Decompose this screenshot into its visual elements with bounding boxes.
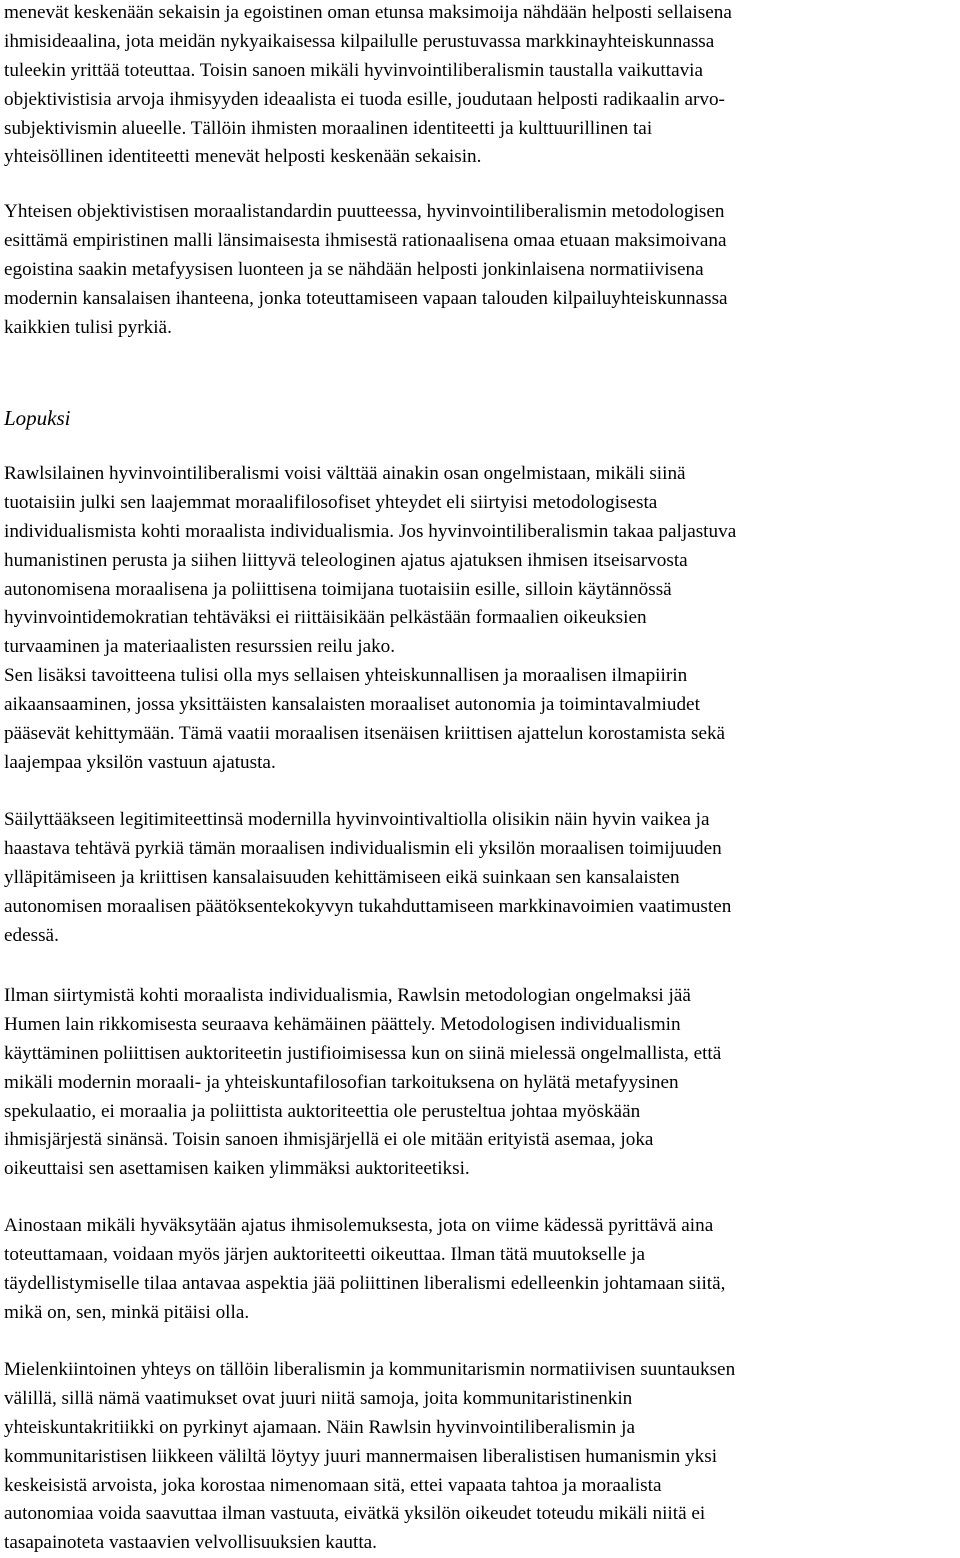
text-line: tuotaisiin julki sen laajemmat moraalifilosofiset yhteydet eli siirtyisi metodologisesta — [4, 491, 658, 513]
text-line: Yhteisen objektivistisen moraalistandardin puutteessa, hyvinvointiliberalismin metodologisen — [4, 201, 725, 222]
text-line: kommunitaristisen liikkeen väliltä löytyy juuri mannermaisen liberalistisen humanismin yksi — [4, 1445, 718, 1467]
paragraph-5 — [4, 982, 721, 1184]
text-line: hyvinvointidemokratian tehtäväksi ei riittäisikään pelkästään formaalien oikeuksien — [4, 607, 647, 629]
text-line: ylläpitämiseen ja kriittisen kansalaisuuden kehittämiseen eikä suinkaan sen kansalaisten — [4, 866, 680, 888]
text-line: autonomisena moraalisena ja poliittisena toimijana tuotaisiin esille, silloin käytännössä — [4, 578, 672, 600]
text-line: Humen lain rikkomisesta seuraava kehämäinen päättely. Metodologisen individualismin — [4, 1013, 681, 1035]
text-line: modernin kansalaisen ihanteena, jonka toteuttamiseen vapaan talouden kilpailuyhteiskunnassa — [4, 287, 728, 309]
text-line: turvaaminen ja materiaalisten resurssien reilu jako. — [4, 636, 396, 658]
text-line: välillä, sillä nämä vaatimukset ovat juuri niitä samoja, joita kommunitaristinenkin — [4, 1387, 633, 1409]
text-line: Ainostaan mikäli hyväksytään ajatus ihmisolemuksesta, jota on viime kädessä pyrittävä aina — [4, 1215, 714, 1236]
text-line: aikaansaaminen, jossa yksittäisten kansalaisten moraaliset autonomia ja toimintavalmiudet — [4, 694, 700, 716]
text-line: laajempaa yksilön vastuun ajatusta. — [4, 751, 276, 773]
section-heading — [4, 404, 71, 433]
text-line: autonomisen moraalisen päätöksentekokyvyn tukahduttamiseen markkinavoimien vaatimusten — [4, 895, 732, 917]
text-line: keskeisistä arvoista, joka korostaa nimenomaan sitä, ettei vapaata tahtoa ja moraalista — [4, 1474, 662, 1496]
text-line: yhteisöllinen identiteetti menevät helposti keskenään sekaisin. — [4, 146, 482, 168]
paragraph-1 — [4, 0, 732, 172]
text-line: mikäli modernin moraali- ja yhteiskuntafilosofian tarkoituksena on hylätä metafyysinen — [4, 1071, 679, 1093]
paragraph-3 — [4, 460, 736, 778]
text-line: täydellistymiselle tilaa antavaa aspektia jää poliittinen liberalismi edelleenkin johtamaan siitä, — [4, 1272, 726, 1294]
text-line: edessä. — [4, 924, 59, 946]
text-line: tuleekin yrittää toteuttaa. Toisin sanoen mikäli hyvinvointiliberalismin taustalla vaikuttavia — [4, 59, 704, 81]
text-line: yhteiskuntakritiikki on pyrkinyt ajamaan. Näin Rawlsin hyvinvointiliberalismin ja — [4, 1416, 635, 1438]
text-line: subjektivismin alueelle. Tällöin ihmisten moraalinen identiteetti ja kulttuurillinen tai — [4, 117, 653, 139]
text-line: esittämä empiristinen malli länsimaisesta ihmisestä rationaalisena omaa etuaan maksimoivana — [4, 229, 727, 251]
text-line: mikä on, sen, minkä pitäisi olla. — [4, 1301, 250, 1323]
text-line: spekulaatio, ei moraalia ja poliittista auktoriteettia ole perusteltua johtaa myöskään — [4, 1100, 641, 1122]
text-line: toteuttamaan, voidaan myös järjen auktoriteetti oikeuttaa. Ilman tätä muutokselle ja — [4, 1243, 645, 1265]
text-line: individualismista kohti moraalista individualismia. Jos hyvinvointiliberalismin takaa paljastuva — [4, 520, 737, 542]
text-line: autonomiaa voida saavuttaa ilman vastuuta, eivätkä yksilön oikeudet toteudu mikäli niitä ei — [4, 1503, 706, 1525]
text-line: käyttäminen poliittisen auktoriteetin justifioimisessa kun on siinä mielessä ongelmallista, että — [4, 1042, 722, 1064]
text-line: pääsevät kehittymään. Tämä vaatii moraalisen itsenäisen kriittisen ajattelun korostamista sekä — [4, 723, 726, 745]
text-line: oikeuttaisi sen asettamisen kaiken ylimmäksi auktoriteetiksi. — [4, 1158, 470, 1180]
paragraph-2 — [4, 198, 728, 342]
text-line: Sen lisäksi tavoitteena tulisi olla mys sellaisen yhteiskunnallisen ja moraalisen ilmapiirin — [4, 665, 688, 687]
text-line: ihmisideaalina, jota meidän nykyaikaisessa kilpailulle perustuvassa markkinayhteiskunnassa — [4, 30, 715, 52]
text-line: Rawlsilainen hyvinvointiliberalismi voisi välttää ainakin osan ongelmistaan, mikäli siinä — [4, 463, 686, 484]
text-line: menevät keskenään sekaisin ja egoistinen oman etunsa maksimoija nähdään helposti sellaisena — [4, 2, 732, 23]
text-line: haastava tehtävä pyrkiä tämän moraalisen individualismin eli yksilön moraalisen toimijuuden — [4, 837, 722, 859]
heading-text: Lopuksi — [4, 406, 71, 430]
text-line: egoistina saakin metafyysisen luonteen ja se nähdään helposti jonkinlaisena normatiivisena — [4, 258, 704, 280]
paragraph-7 — [4, 1356, 735, 1558]
text-line: Mielenkiintoinen yhteys on tällöin liberalismin ja kommunitarismin normatiivisen suuntauksen — [4, 1359, 736, 1380]
text-line: tasapainoteta vastaavien velvollisuuksien kautta. — [4, 1532, 377, 1554]
text-line: Säilyttääkseen legitimiteettinsä modernilla hyvinvointivaltiolla olisikin näin hyvin vaikea ja — [4, 809, 710, 830]
text-line: objektivistisia arvoja ihmisyyden ideaalista ei tuoda esille, joudutaan helposti radikaalin arvo- — [4, 88, 725, 110]
text-line: Ilman siirtymistä kohti moraalista individualismia, Rawlsin metodologian ongelmaksi jää — [4, 985, 691, 1006]
paragraph-4 — [4, 806, 731, 950]
paragraph-6 — [4, 1212, 725, 1328]
text-line: humanistinen perusta ja siihen liittyvä teleologinen ajatus ajatuksen ihmisen itseisarvosta — [4, 549, 688, 571]
text-line: ihmisjärjestä sinänsä. Toisin sanoen ihmisjärjellä ei ole mitään erityistä asemaa, joka — [4, 1129, 654, 1151]
text-line: kaikkien tulisi pyrkiä. — [4, 316, 172, 338]
